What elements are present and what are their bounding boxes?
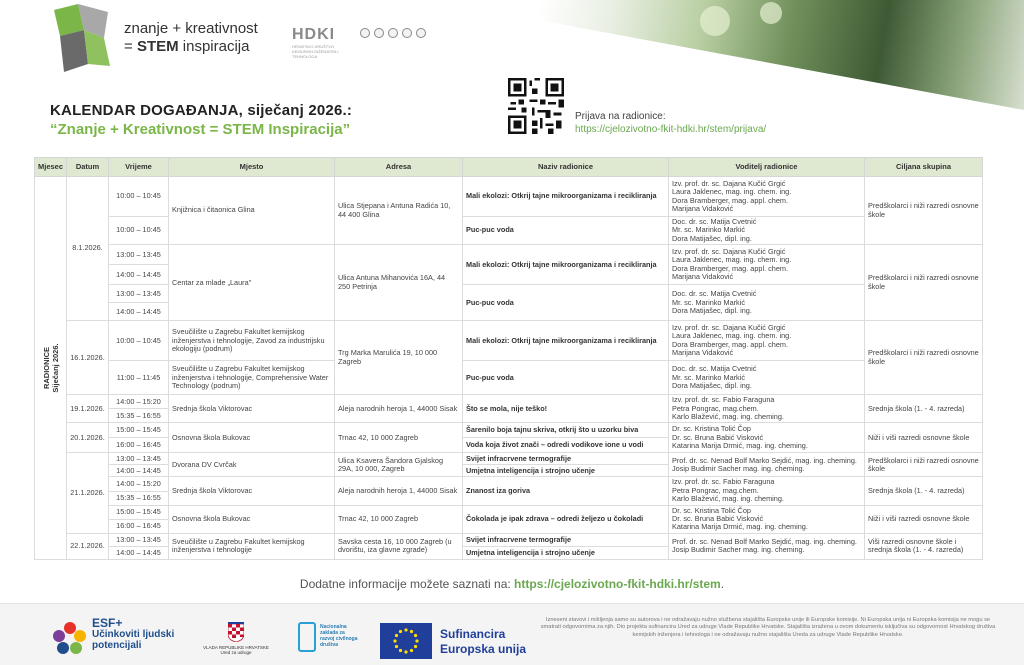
column-header: Vrijeme <box>109 158 169 177</box>
address-cell: Trnac 42, 10 000 Zagreb <box>335 423 463 453</box>
time-cell: 14:00 – 14:45 <box>109 265 169 285</box>
table-row <box>35 453 983 465</box>
place-cell: Centar za mlade „Laura" <box>169 245 335 321</box>
logo-line2-suffix: inspiracija <box>178 38 250 55</box>
table-row <box>35 395 983 409</box>
eu-star-icon <box>393 639 396 642</box>
place-cell: Dvorana DV Cvrčak <box>169 453 335 477</box>
workshop-cell: Svijet infracrvene termografije <box>463 533 669 546</box>
address-cell: Savska cesta 16, 10 000 Zagreb (u dvorištu, iza glavne zgrade) <box>335 533 463 559</box>
croatia-coat-of-arms-icon <box>228 622 244 642</box>
leader-cell: Doc. dr. sc. Matija Cvetnić Mr. sc. Marinko Markić Dora Matijašec, dipl. ing. <box>669 217 865 245</box>
partner-logos <box>360 28 426 38</box>
month-cell <box>35 177 67 560</box>
address-cell: Ulica Antuna Mihanovića 16A, 44 250 Petrinja <box>335 245 463 321</box>
workshop-cell: Šarenilo boja tajnu skriva, otkrij što u uzorku biva <box>463 423 669 438</box>
disclaimer-text: Izneseni stavovi i mišljenja samo su autorova i ne odražavaju nužno službena stajališta Europske unije ili Europske komisije. Ni Europska unija ni Europska komisija ne mogu se smatrati odgovornima za njih. Dio projekta sufinancira Ured za udruge Vlade Republike Hrvatske. Stajališta izražena u ovom dokumentu isključiva su odgovornost Hrvatskog društva kemijskih inženjera i tehnologa i ne odražavaju nužno stajališta Ureda za udruge Vlade Republike Hrvatske. <box>540 617 996 638</box>
column-header: Mjesec <box>35 158 67 177</box>
eu-star-icon <box>410 649 413 652</box>
hdki-logo: HDKI <box>292 26 336 43</box>
logo-wordmark <box>124 20 258 56</box>
esf-flower-icon <box>52 620 88 656</box>
address-cell: Aleja narodnih heroja 1, 44000 Sisak <box>335 395 463 423</box>
logo-line2-prefix: = <box>124 38 137 55</box>
column-header: Naziv radionice <box>463 158 669 177</box>
group-cell: Predškolarci i niži razredi osnovne škole <box>865 245 983 321</box>
leader-cell: Doc. dr. sc. Matija Cvetnić Mr. sc. Marinko Markić Dora Matijašec, dipl. ing. <box>669 361 865 395</box>
group-cell: Predškolarci i niži razredi osnovne škole <box>865 453 983 477</box>
registration-link[interactable]: https://cjelozivotno-fkit-hdki.hr/stem/prijava/ <box>575 124 767 135</box>
place-cell: Srednja škola Viktorovac <box>169 477 335 505</box>
page-title: KALENDAR DOGAĐANJA, siječanj 2026.: <box>50 102 353 119</box>
place-cell: Sveučilište u Zagrebu Fakultet kemijskog inženjerstva i tehnologije, Comprehensive Water Technology (podrum) <box>169 361 335 395</box>
workshop-cell: Umjetna inteligencija i strojno učenje <box>463 465 669 477</box>
time-cell: 16:00 – 16:45 <box>109 438 169 453</box>
partner-logo-icon <box>402 28 412 38</box>
table-row <box>35 533 983 546</box>
leader-cell: Dr. sc. Kristina Tolić Čop Dr. sc. Bruna Babić Visković Katarina Marija Drmić, mag. ing. cheming. <box>669 423 865 453</box>
esf-plus-label: ESF+ <box>92 616 123 630</box>
table-row <box>35 361 983 395</box>
more-info <box>0 577 1024 591</box>
page-subtitle: “Znanje + Kreativnost = STEM Inspiracija” <box>50 121 351 138</box>
leader-cell: Prof. dr. sc. Nenad Bolf Marko Sejdić, mag. ing. cheming. Josip Budimir Sacher mag. ing. cheming. <box>669 453 865 477</box>
eu-star-icon <box>399 649 402 652</box>
date-cell: 8.1.2026. <box>67 177 109 321</box>
time-cell: 10:00 – 10:45 <box>109 321 169 361</box>
address-cell: Ulica Ksavera Šandora Gjalskog 29A, 10 000, Zagreb <box>335 453 463 477</box>
workshop-cell: Mali ekolozi: Otkrij tajne mikroorganizama i recikliranja <box>463 177 669 217</box>
eu-star-icon <box>410 630 413 633</box>
table-header-row <box>35 158 983 177</box>
leader-cell: Izv. prof. dr. sc. Dajana Kučić Grgić Laura Jaklenec, mag. ing. chem. ing. Dora Bramberger, mag. appl. chem. Marijana Vidaković <box>669 321 865 361</box>
eu-star-icon <box>404 628 407 631</box>
eu-star-icon <box>395 634 398 637</box>
workshop-cell: Znanost iza goriva <box>463 477 669 505</box>
time-cell: 10:00 – 10:45 <box>109 177 169 217</box>
esf-logo-text <box>92 618 174 651</box>
time-cell: 13:00 – 13:45 <box>109 245 169 265</box>
leader-cell: Prof. dr. sc. Nenad Bolf Marko Sejdić, mag. ing. cheming. Josip Budimir Sacher mag. ing. cheming. <box>669 533 865 559</box>
workshop-cell: Svijet infracrvene termografije <box>463 453 669 465</box>
time-cell: 13:00 – 13:45 <box>109 453 169 465</box>
eu-star-icon <box>404 650 407 653</box>
workshop-cell: Mali ekolozi: Otkrij tajne mikroorganizama i recikliranja <box>463 321 669 361</box>
date-cell: 22.1.2026. <box>67 533 109 559</box>
time-cell: 13:00 – 13:45 <box>109 533 169 546</box>
group-cell: Predškolarci i niži razredi osnovne škole <box>865 177 983 245</box>
place-cell: Knjižnica i čitaonica Glina <box>169 177 335 245</box>
eu-star-icon <box>414 645 417 648</box>
logo-stem: STEM <box>136 38 179 55</box>
leader-cell: Izv. prof. dr. sc. Fabio Faraguna Petra Pongrac, mag.chem. Karlo Blažević, mag. ing. cheming. <box>669 395 865 423</box>
qr-code[interactable] <box>508 78 564 134</box>
address-cell: Trg Marka Marulića 19, 10 000 Zagreb <box>335 321 463 395</box>
date-cell: 19.1.2026. <box>67 395 109 423</box>
time-cell: 14:00 – 15:20 <box>109 395 169 409</box>
time-cell: 11:00 – 11:45 <box>109 361 169 395</box>
group-cell: Predškolarci i niži razredi osnovne škole <box>865 321 983 395</box>
eu-line2: Europska unija <box>440 642 527 656</box>
table-row <box>35 177 983 217</box>
eu-cofunding-text <box>440 627 526 657</box>
logo-line1: znanje + kreativnost <box>124 20 258 37</box>
place-cell: Osnovna škola Bukovac <box>169 423 335 453</box>
workshop-cell: Puc-puc voda <box>463 217 669 245</box>
address-cell: Trnac 42, 10 000 Zagreb <box>335 505 463 533</box>
workshop-cell: Što se mola, nije teško! <box>463 395 669 423</box>
eu-line1: Sufinancira <box>440 627 506 641</box>
place-cell: Sveučilište u Zagrebu Fakultet kemijskog inženjerstva i tehnologije <box>169 533 335 559</box>
month-label: RADIONICE Siječanj 2026. <box>41 343 60 393</box>
hdki-subtitle: HRVATSKO DRUŠTVO KEMIJSKIH INŽENJERA I TEHNOLOGA <box>292 44 339 59</box>
column-header: Ciljana skupina <box>865 158 983 177</box>
column-header: Adresa <box>335 158 463 177</box>
date-cell: 20.1.2026. <box>67 423 109 453</box>
more-info-end: . <box>720 577 725 591</box>
time-cell: 13:00 – 13:45 <box>109 285 169 303</box>
table-row <box>35 505 983 519</box>
workshop-cell: Puc-puc voda <box>463 285 669 321</box>
time-cell: 15:35 – 16:55 <box>109 491 169 505</box>
table-row <box>35 245 983 265</box>
workshop-cell: Umjetna inteligencija i strojno učenje <box>463 546 669 559</box>
time-cell: 10:00 – 10:45 <box>109 217 169 245</box>
zks-logo <box>48 2 120 74</box>
leader-cell: Izv. prof. dr. sc. Fabio Faraguna Petra Pongrac, mag.chem. Karlo Blažević, mag. ing. cheming. <box>669 477 865 505</box>
registration-label: Prijava na radionice: <box>575 111 666 122</box>
esf-line2: potencijali <box>92 640 142 651</box>
partner-logo-icon <box>360 28 370 38</box>
time-cell: 15:00 – 15:45 <box>109 505 169 519</box>
croatia-gov-text: VLADA REPUBLIKE HRVATSKE Ured za udruge <box>203 645 269 655</box>
partner-logo-icon <box>374 28 384 38</box>
group-cell: Niži i viši razredi osnovne škole <box>865 423 983 453</box>
partner-logo-icon <box>388 28 398 38</box>
nzr-logo-icon <box>298 622 316 652</box>
leader-cell: Doc. dr. sc. Matija Cvetnić Mr. sc. Marinko Markić Dora Matijašec, dipl. ing. <box>669 285 865 321</box>
time-cell: 14:00 – 14:45 <box>109 465 169 477</box>
more-info-text: Dodatne informacije možete saznati na: <box>299 577 515 591</box>
group-cell: Srednja škola (1. - 4. razreda) <box>865 395 983 423</box>
time-cell: 15:00 – 15:45 <box>109 423 169 438</box>
table-row <box>35 321 983 361</box>
workshop-cell: Puc-puc voda <box>463 361 669 395</box>
more-info-link[interactable]: https://cjelozivotno-fkit-hdki.hr/stem <box>514 577 721 591</box>
time-cell: 14:00 – 14:45 <box>109 546 169 559</box>
bubble-decoration <box>760 2 782 24</box>
group-cell: Viši razredi osnovne škole i srednja škola (1. - 4. razreda) <box>865 533 983 559</box>
eu-star-icon <box>415 639 418 642</box>
address-cell: Aleja narodnih heroja 1, 44000 Sisak <box>335 477 463 505</box>
eu-star-icon <box>399 630 402 633</box>
eu-star-icon <box>414 634 417 637</box>
place-cell: Srednja škola Viktorovac <box>169 395 335 423</box>
date-cell: 16.1.2026. <box>67 321 109 395</box>
time-cell: 14:00 – 15:20 <box>109 477 169 491</box>
nzr-text: Nacionalna zaklada za razvoj civilnoga društva <box>320 624 358 648</box>
time-cell: 14:00 – 14:45 <box>109 303 169 321</box>
address-cell: Ulica Stjepana i Antuna Radića 10, 44 400 Glina <box>335 177 463 245</box>
eu-flag-icon <box>380 623 432 659</box>
workshop-cell: Čokolada je ipak zdrava – odredi željezo u čokoladi <box>463 505 669 533</box>
bubble-decoration <box>700 6 730 36</box>
column-header: Voditelj radionice <box>669 158 865 177</box>
workshop-cell: Voda koja život znači – odredi vodikove ione u vodi <box>463 438 669 453</box>
workshop-cell: Mali ekolozi: Otkrij tajne mikroorganizama i recikliranja <box>463 245 669 285</box>
date-cell: 21.1.2026. <box>67 453 109 533</box>
table-row <box>35 423 983 438</box>
leader-cell: Izv. prof. dr. sc. Dajana Kučić Grgić Laura Jaklenec, mag. ing. chem. ing. Dora Bramberger, mag. appl. chem. Marijana Vidaković <box>669 177 865 217</box>
leader-cell: Dr. sc. Kristina Tolić Čop Dr. sc. Bruna Babić Visković Katarina Marija Drmić, mag. ing. cheming. <box>669 505 865 533</box>
time-cell: 16:00 – 16:45 <box>109 519 169 533</box>
events-table <box>34 157 983 560</box>
leader-cell: Izv. prof. dr. sc. Dajana Kučić Grgić Laura Jaklenec, mag. ing. chem. ing. Dora Bramberger, mag. appl. chem. Marijana Vidaković <box>669 245 865 285</box>
eu-star-icon <box>395 645 398 648</box>
esf-line1: Učinkoviti ljudski <box>92 629 175 640</box>
group-cell: Niži i viši razredi osnovne škole <box>865 505 983 533</box>
partner-logo-icon <box>416 28 426 38</box>
column-header: Datum <box>67 158 109 177</box>
place-cell: Osnovna škola Bukovac <box>169 505 335 533</box>
group-cell: Srednja škola (1. - 4. razreda) <box>865 477 983 505</box>
table-row <box>35 477 983 491</box>
time-cell: 15:35 – 16:55 <box>109 409 169 423</box>
column-header: Mjesto <box>169 158 335 177</box>
place-cell: Sveučilište u Zagrebu Fakultet kemijskog inženjerstva i tehnologije, Zavod za industrijsku ekologiju (podrum) <box>169 321 335 361</box>
